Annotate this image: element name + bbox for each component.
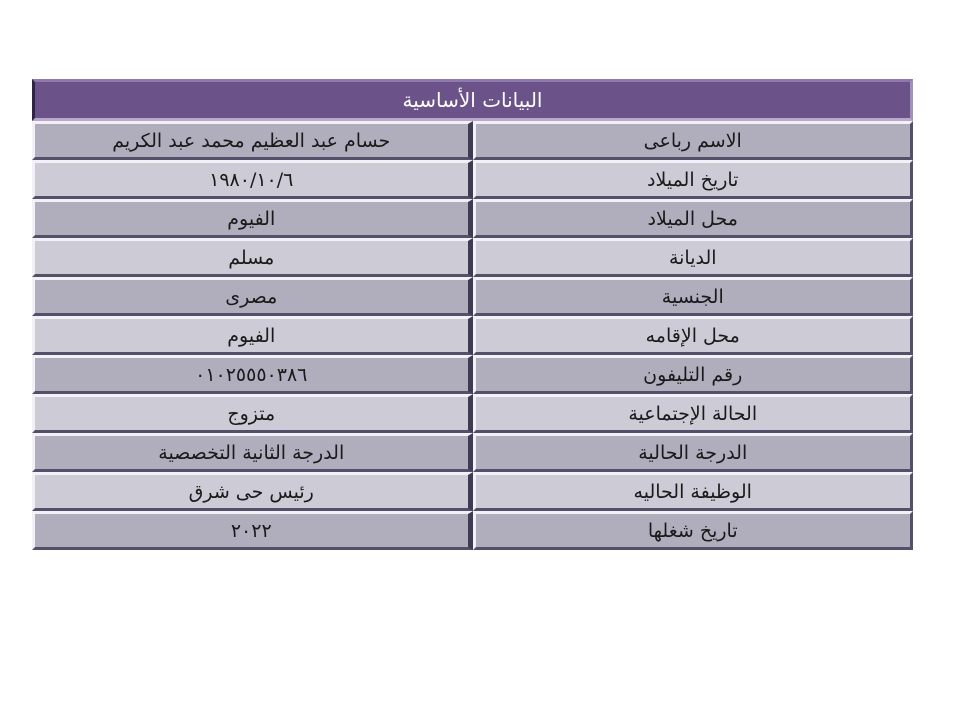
row-label-current-job: الوظيفة الحاليه <box>473 472 914 511</box>
row-value-full-name: حسام عبد العظيم محمد عبد الكريم <box>32 121 473 160</box>
table-row <box>32 472 913 511</box>
row-value-marital-status: متزوج <box>32 394 473 433</box>
row-label-birth-date: تاريخ الميلاد <box>473 160 914 199</box>
table-row <box>32 160 913 199</box>
row-label-birth-place: محل الميلاد <box>473 199 914 238</box>
row-value-birth-place: الفيوم <box>32 199 473 238</box>
row-value-current-grade: الدرجة الثانية التخصصية <box>32 433 473 472</box>
table-row <box>32 355 913 394</box>
row-label-marital-status: الحالة الإجتماعية <box>473 394 914 433</box>
row-label-residence: محل الإقامه <box>473 316 914 355</box>
table-row <box>32 394 913 433</box>
row-value-religion: مسلم <box>32 238 473 277</box>
row-label-job-start-date: تاريخ شغلها <box>473 511 914 550</box>
table-title: البيانات الأساسية <box>32 79 913 121</box>
table-row <box>32 121 913 160</box>
table-row <box>32 433 913 472</box>
row-label-religion: الديانة <box>473 238 914 277</box>
row-label-full-name: الاسم رباعى <box>473 121 914 160</box>
table-row <box>32 199 913 238</box>
table-row <box>32 316 913 355</box>
table-header-row <box>32 79 913 121</box>
row-value-nationality: مصرى <box>32 277 473 316</box>
row-value-phone: ٠١٠٢٥٥٥٠٣٨٦ <box>32 355 473 394</box>
row-label-current-grade: الدرجة الحالية <box>473 433 914 472</box>
row-label-nationality: الجنسية <box>473 277 914 316</box>
table-row <box>32 238 913 277</box>
basic-info-table <box>32 79 913 550</box>
row-value-birth-date: ١٩٨٠/١٠/٦ <box>32 160 473 199</box>
table-row <box>32 511 913 550</box>
row-label-phone: رقم التليفون <box>473 355 914 394</box>
row-value-job-start-date: ٢٠٢٢ <box>32 511 473 550</box>
row-value-residence: الفيوم <box>32 316 473 355</box>
table-row <box>32 277 913 316</box>
row-value-current-job: رئيس حى شرق <box>32 472 473 511</box>
